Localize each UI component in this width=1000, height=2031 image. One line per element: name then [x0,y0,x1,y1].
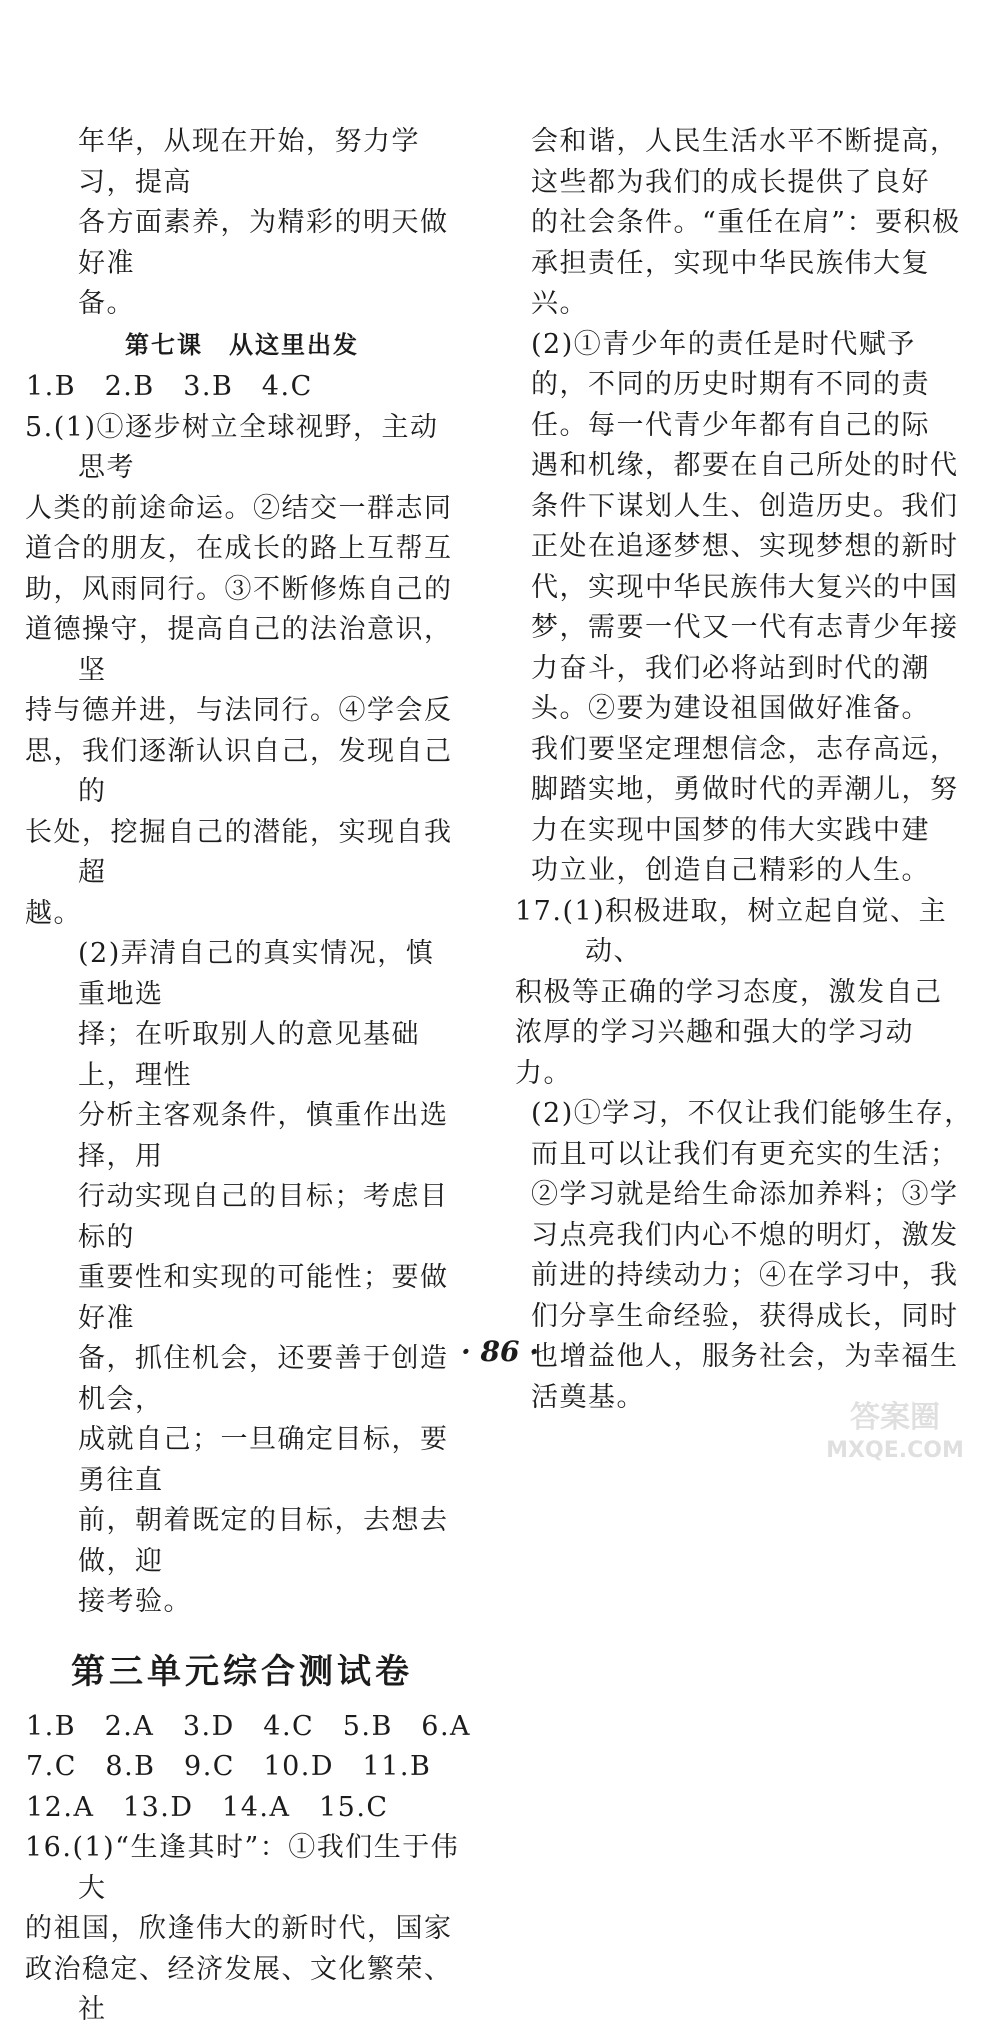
intro-paragraph [22,122,462,325]
q16-part2 [515,325,983,892]
text-line: 力在实现中国梦的伟大实践中建 [531,814,930,846]
q5-part1 [22,408,462,935]
right-column [515,122,983,1418]
text-line: 的社会条件。“重任在肩”：要积极 [531,207,961,238]
text-line: (2)①青少年的责任是时代赋予 [531,328,916,360]
text-line: 代，实现中华民族伟大复兴的中国 [531,571,959,603]
q17-part2 [515,1094,983,1418]
lesson-heading: 第七课 从这里出发 [125,330,359,359]
text-line: 遇和机缘，都要在自己所处的时代 [531,450,959,481]
q16-part1-continued [515,122,983,325]
unit-heading: 第三单元综合测试卷 [71,1651,413,1692]
text-line: 而且可以让我们有更充实的生活； [531,1138,959,1170]
text-line: 16.(1)“生逢其时”：①我们生于伟大 [25,1832,460,1904]
text-line: 分析主客观条件，慎重作出选择，用 [78,1100,449,1172]
q16-part1 [22,1828,462,2031]
text-line: (2)①学习，不仅让我们能够生存， [531,1098,973,1129]
q17-part1 [515,892,983,1095]
text-line: 功立业，创造自己精彩的人生。 [531,855,930,886]
text-line: 前进的持续动力；④在学习中，我 [531,1260,959,1291]
watermark-text-cn: 答案圈 [850,1400,940,1435]
text-line: 人类的前途命运。②结交一群志同 [25,492,453,524]
text-line: 道德操守，提高自己的法治意识，坚 [25,614,453,686]
text-line: 思，我们逐渐认识自己，发现自己的 [25,735,453,807]
text-line: 政治稳定、经济发展、文化繁荣、社 [25,1953,453,2025]
text-line: 这些都为我们的成长提供了良好 [531,166,930,198]
answer-row: 1.B 2.A 3.D 4.C 5.B 6.A [26,1710,472,1742]
text-line: 的，不同的历史时期有不同的责 [531,369,930,400]
text-line: 积极等正确的学习态度，激发自己 [515,976,943,1008]
text-line: 接考验。 [78,1586,192,1617]
text-line: 们分享生命经验，获得成长，同时 [531,1300,959,1332]
text-line: 各方面素养，为精彩的明天做好准 [78,207,449,279]
text-line: (2)弄清自己的真实情况，慎重地选 [78,938,435,1010]
text-line: 也增益他人，服务社会，为幸福生 [531,1341,959,1372]
text-line: 会和谐，人民生活水平不断提高， [531,126,959,157]
text-line: 梦，需要一代又一代有志青少年接 [531,612,959,643]
text-line: 力。 [515,1057,572,1089]
text-line: 年华，从现在开始，努力学习，提高 [78,126,420,198]
text-line: 行动实现自己的目标；考虑目标的 [78,1181,449,1253]
text-line: 持与德并进，与法同行。④学会反 [25,695,453,726]
text-line: 正处在追逐梦想、实现梦想的新时 [531,531,959,562]
text-line: 脚踏实地，勇做时代的弄潮儿，努 [531,774,959,805]
watermark-logo [800,1395,990,1465]
text-line: 17.(1)积极进取，树立起自觉、主动、 [515,895,948,967]
text-line: 重要性和实现的可能性；要做好准 [78,1262,449,1334]
page-number: · 86 · [461,1335,539,1368]
text-line: 承担责任，实现中华民族伟大复 [531,247,930,279]
text-line: 择；在听取别人的意见基础上，理性 [78,1019,420,1091]
text-line: 头。②要为建设祖国做好准备。 [531,693,930,724]
text-line: 备，抓住机会，还要善于创造机会， [78,1343,449,1415]
answers-q1-4: 1.B 2.B 3.B 4.C [26,371,313,402]
text-line: 活奠基。 [531,1381,645,1413]
text-line: 的祖国，欣逢伟大的新时代，国家 [25,1913,453,1944]
text-line: 力奋斗，我们必将站到时代的潮 [531,652,930,684]
q5-part2 [22,934,462,1623]
text-line: 浓厚的学习兴趣和强大的学习动 [515,1017,914,1048]
text-line: 长处，挖掘自己的潜能，实现自我超 [25,816,453,888]
text-line: ②学习就是给生命添加养料；③学 [531,1179,959,1210]
answer-row: 12.A 13.D 14.A 15.C [26,1791,389,1823]
text-line: 前，朝着既定的目标，去想去做，迎 [78,1505,449,1577]
text-line: 助，风雨同行。③不断修炼自己的 [25,573,453,605]
text-line: 道合的朋友，在成长的路上互帮互 [25,533,453,564]
text-line: 我们要坚定理想信念，志存高远， [531,733,959,765]
text-line: 习点亮我们内心不熄的明灯，激发 [531,1219,959,1251]
text-line: 5.(1)①逐步树立全球视野，主动思考 [25,411,439,483]
answer-row: 7.C 8.B 9.C 10.D 11.B [26,1751,432,1782]
text-line: 成就自己；一旦确定目标，要勇往直 [78,1424,449,1496]
text-line: 任。每一代青少年都有自己的际 [531,409,930,441]
text-line: 备。 [78,288,135,319]
left-column [22,122,472,2031]
text-line: 越。 [25,897,82,929]
text-line: 兴。 [531,288,588,319]
watermark-text-en: MXQE.COM [826,1438,964,1463]
text-line: 条件下谋划人生、创造历史。我们 [531,490,959,522]
